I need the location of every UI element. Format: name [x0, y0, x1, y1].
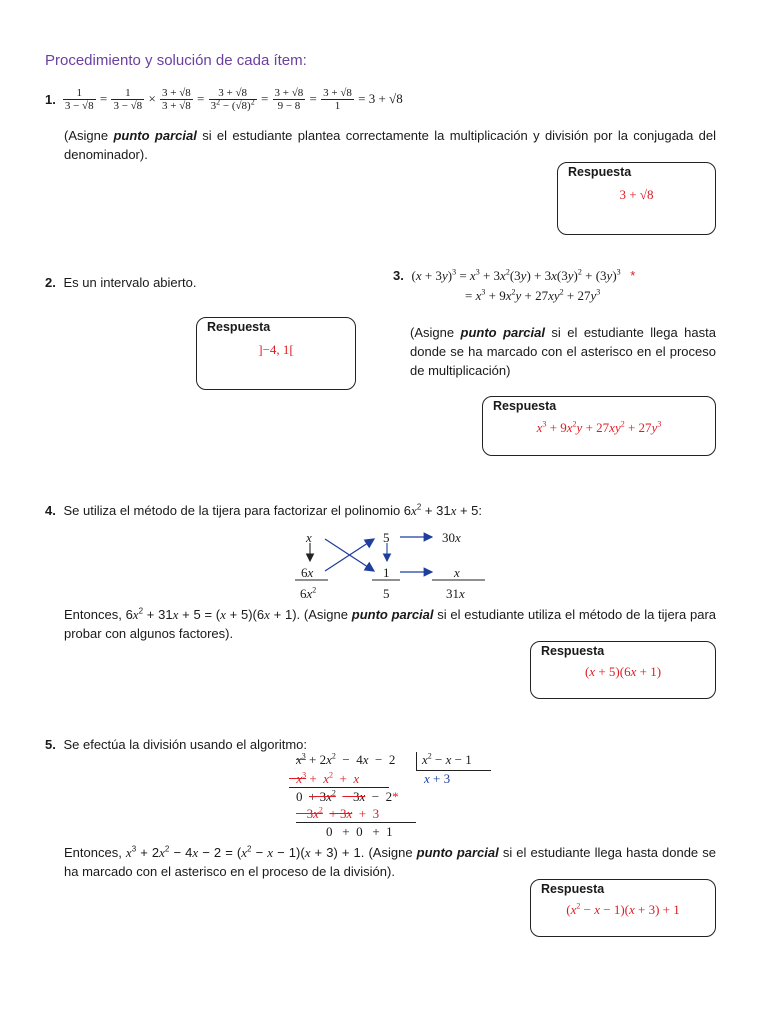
item3-equation: 3. $(x + 3y)^3 = x^3 + 3x^2(3y) + 3x(3y)^2 + (3y)^3$ *: [393, 267, 636, 283]
item5-answer: $(x^2 - x - 1)(x + 3) + 1$: [566, 901, 680, 917]
scissor-right-bottom: x: [454, 565, 460, 580]
division-divisor: $x^2 - x - 1$: [422, 751, 472, 767]
answer-label: Respuesta: [207, 320, 271, 334]
item4-statement: 4. Se utiliza el método de la tijera para factorizar el polinomio $6x^2 + 31x + 5$:: [45, 502, 483, 518]
scissor-diagram: [290, 525, 500, 605]
answer-label: Respuesta: [568, 165, 632, 179]
item5-statement: [45, 737, 307, 752]
item5-number: 5.: [45, 737, 56, 752]
division-dividend: $x^3 + 2x^2 - 4x - 2$: [296, 751, 396, 767]
scissor-left-result: $6x^2$: [300, 585, 317, 601]
answer-label: Respuesta: [493, 399, 557, 413]
item1-answer: 3 + √8: [619, 187, 654, 202]
item5-answer-box: [530, 879, 716, 937]
item2-statement: [45, 275, 196, 290]
scissor-mid-bottom: 1: [383, 565, 390, 580]
scissor-mid-top: 5: [383, 530, 390, 545]
item4-answer: (x + 5)(6x + 1): [584, 664, 662, 679]
item1-number: 1.: [45, 91, 56, 107]
answer-label: Respuesta: [541, 882, 605, 896]
scissor-right-result: 31x: [446, 586, 465, 601]
item4-number: 4.: [45, 503, 56, 518]
scissor-right-top: 30x: [442, 530, 461, 545]
division-asterisk: *: [392, 789, 399, 804]
item3-asterisk: *: [630, 268, 636, 283]
scissor-left-bottom: 6x: [301, 565, 314, 580]
page-heading: Procedimiento y solución de cada ítem:: [45, 52, 307, 69]
item3-answer-box: [482, 396, 716, 456]
answer-label: Respuesta: [541, 644, 605, 658]
item3-number: 3.: [393, 268, 404, 283]
division-quotient: x + 3: [424, 771, 451, 786]
division-rem2: 0 + 0 + 1: [326, 824, 393, 839]
item5-note: Entonces, $x^3 + 2x^2 - 4x - 2 = (x^2 - x - 1)(x + 3) + 1$. (Asigne punto parcial si el estudiante llega hasta donde se ha marcado con el asterisco en el proceso de la división).: [64, 844, 716, 879]
item3-answer: $x^3 + 9x^2y + 27xy^2 + 27y^3$: [536, 419, 662, 435]
scissor-left-top: x: [306, 530, 312, 545]
division-sub2: − $3x^2 + 3x + 3$: [296, 806, 416, 823]
item3-note: (Asigne punto parcial si el estudiante llega hasta donde se ha marcado con el asterisco en el proceso de multiplicación): [410, 325, 716, 378]
item4-note: Entonces, $6x^2 + 31x + 5 = (x + 5)(6x + 1)$. (Asigne punto parcial si el estudiante utiliza el método de la tijera para probar con algunos factores).: [64, 606, 717, 641]
item2-answer-box: [196, 317, 356, 390]
item3-line2: = $x^3 + 9x^2y + 27xy^2 + 27y^3$: [465, 287, 601, 303]
division-sub1: $-x^3 + x^2 + x$: [289, 771, 389, 788]
item2-text: Es un intervalo abierto.: [63, 275, 197, 290]
scissor-mid-result: 5: [383, 586, 390, 601]
item1-answer-box: [557, 162, 716, 235]
item2-answer: ]−4, 1[: [258, 342, 294, 357]
item2-number: 2.: [45, 275, 56, 290]
item1-note: (Asigne punto parcial si el estudiante plantea correctamente la multiplicación y división por la conjugada del denominador).: [64, 128, 717, 162]
division-rem1: $0 + 3x^2 - 3x - 2*$: [296, 788, 399, 804]
item1-equation: 1. $\frac{1}{3 - √8}$ = $\frac{1}{3 - √8}$ × $\frac{3 + √8}{3 + √8}$ = $\frac{3 + √8}{3^2 - (√8)^2}$ = $\frac{3 + √8}{9 - 8}$ = $\frac{3 + √8}{1}$ = 3 + √8: [45, 86, 403, 112]
item4-answer-box: [530, 641, 716, 699]
item5-text: Se efectúa la división usando el algoritmo:: [63, 737, 308, 752]
